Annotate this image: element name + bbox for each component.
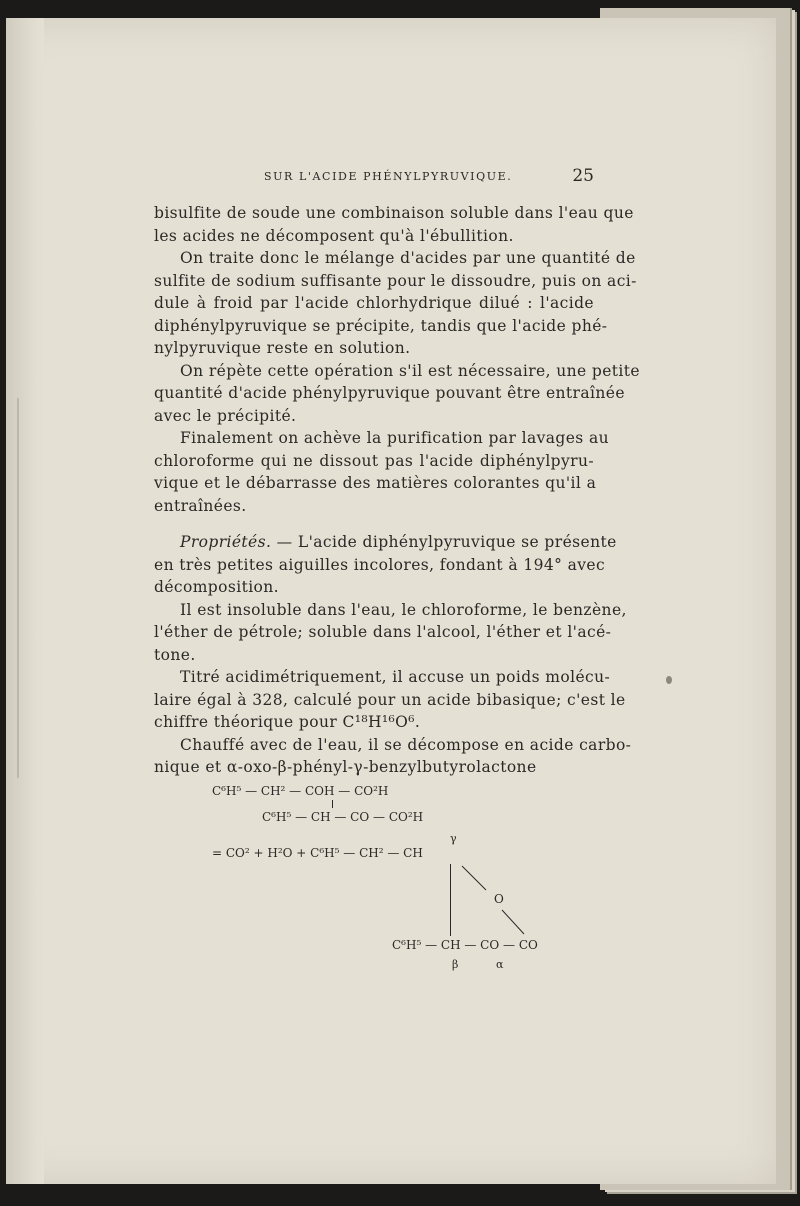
text-line: l'éther de pétrole; soluble dans l'alcool, l'éther et l'acé- <box>154 623 612 641</box>
page-crease <box>17 398 19 778</box>
text-line: diphénylpyruvique se précipite, tandis que l'acide phé- <box>154 316 608 335</box>
formula-row-3: = CO² + H²O + C⁶H⁵ — CH² — CH <box>212 846 423 860</box>
beta-label: β <box>452 958 459 971</box>
text-line: entraînées. <box>154 496 247 515</box>
chemical-equation <box>212 784 632 984</box>
text-line: quantité d'acide phénylpyruvique pouvant être entraînée <box>154 384 625 402</box>
gamma-label: γ <box>450 832 457 845</box>
formula-row-2: C⁶H⁵ — CH — CO — CO²H <box>262 810 424 824</box>
page-number: 25 <box>572 166 594 186</box>
text-line: laire égal à 328, calculé pour un acide bibasique; c'est le <box>154 690 626 709</box>
text-line: les acides ne décomposent qu'à l'ébullition. <box>154 226 514 245</box>
paragraph <box>154 202 634 247</box>
text-line: dule à froid par l'acide chlorhydrique dilué : l'acide <box>154 294 594 312</box>
text-line: tone. <box>154 645 196 664</box>
text-run: — L'acide diphénylpyruvique se présente <box>271 533 617 551</box>
paragraph <box>154 360 640 428</box>
text-line: Il est insoluble dans l'eau, le chloroforme, le benzène, <box>180 600 627 619</box>
body-text <box>154 202 640 779</box>
ring-bond-vertical <box>450 864 451 936</box>
text-line: nique et α-oxo-β-phényl-γ-benzylbutyrolactone <box>154 758 537 776</box>
running-title: SUR L'ACIDE PHÉNYLPYRUVIQUE. <box>264 170 513 183</box>
text-line: chloroforme qui ne dissout pas l'acide diphénylpyru- <box>154 451 594 470</box>
paragraph <box>154 734 632 779</box>
section-gap <box>154 517 594 531</box>
bond-line <box>332 800 333 808</box>
paragraph <box>154 666 626 734</box>
text-line: On répète cette opération s'il est nécessaire, une petite <box>180 361 640 380</box>
text-line: chiffre théorique pour C¹⁸H¹⁶O⁶. <box>154 713 421 731</box>
section-heading: Propriétés. <box>180 533 272 551</box>
text-line: Titré acidimétriquement, il accuse un poids molécu- <box>180 668 611 686</box>
paragraph <box>154 599 627 667</box>
text-line: sulfite de sodium suffisante pour le dissoudre, puis on aci- <box>154 271 637 290</box>
alpha-label: α <box>496 958 504 971</box>
text-line: Chauffé avec de l'eau, il se décompose en acide carbo- <box>180 735 632 754</box>
page-gutter <box>6 18 44 1184</box>
text-line: avec le précipité. <box>154 406 297 425</box>
ink-spot <box>666 676 672 684</box>
text-line: en très petites aiguilles incolores, fondant à 194° avec <box>154 555 606 574</box>
text-line: décomposition. <box>154 578 279 596</box>
paragraph <box>154 427 609 517</box>
text-line: vique et le débarrasse des matières colorantes qu'il a <box>154 474 597 492</box>
text-line: bisulfite de soude une combinaison soluble dans l'eau que <box>154 204 634 222</box>
paragraph <box>154 531 617 599</box>
text-line: On traite donc le mélange d'acides par une quantité de <box>180 249 636 267</box>
book-page <box>6 18 776 1184</box>
running-header <box>264 166 594 186</box>
formula-row-4: C⁶H⁵ — CH — CO — CO <box>392 938 538 952</box>
ring-oxygen: O <box>494 892 504 906</box>
text-line <box>154 531 617 554</box>
formula-row-1: C⁶H⁵ — CH² — COH — CO²H <box>212 784 389 798</box>
paragraph <box>154 247 637 360</box>
text-line: nylpyruvique reste en solution. <box>154 339 411 357</box>
text-line: Finalement on achève la purification par lavages au <box>180 429 609 447</box>
